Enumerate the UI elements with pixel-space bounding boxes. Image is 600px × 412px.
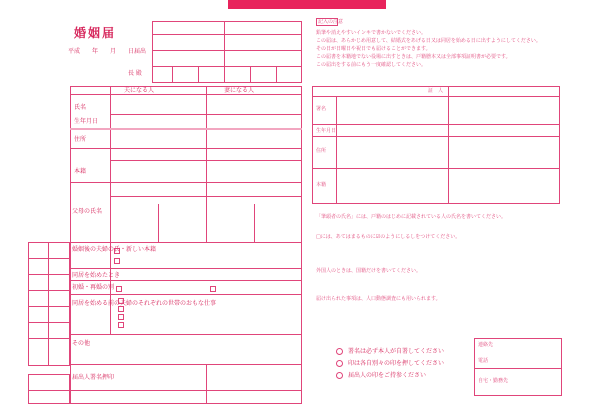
label-birth: 生年月日	[74, 118, 99, 125]
checklist-circle-1	[336, 348, 343, 355]
main-form-grid	[70, 86, 302, 404]
contact-phone: 電話	[478, 358, 489, 364]
mid-note-4: 届け出られた事項は、人口動態調査にも用いられます。	[316, 296, 441, 302]
label-parents: 父母の氏名	[72, 208, 103, 215]
office-stub-bottom	[28, 374, 70, 404]
contact-home-work: 自宅・勤務先	[478, 378, 509, 384]
top-accent-bar	[228, 0, 386, 9]
witness-box	[312, 86, 560, 204]
mid-note-3: 外国人のときは、国籍だけを書いてください。	[316, 268, 422, 274]
note-line-5: この届出をする前にもう一度確認してください。	[316, 62, 427, 68]
form-title: 婚姻届	[74, 26, 117, 40]
occupation-checkbox-1[interactable]	[118, 298, 124, 304]
label-signature: 届出人署名押印	[72, 374, 115, 381]
note-line-4: この届書を本籍地でない役場に出すときは、戸籍謄本又は全部事項証明書が必要です。	[316, 54, 511, 60]
witness-row-address: 住所	[316, 148, 327, 154]
filing-date-line: 平成 年 月 日届出	[68, 48, 147, 55]
mid-note-2: □には、あてはまるものに☑のようにしるしをつけてください。	[316, 234, 461, 240]
label-occupation: 同居を始める前の夫婦のそれぞれの世帯のおもな仕事	[72, 300, 217, 307]
husband-column-label: 夫になる人	[124, 87, 155, 94]
occupation-checkbox-2[interactable]	[118, 306, 124, 312]
occupation-checkbox-4[interactable]	[118, 322, 124, 328]
witness-row-domicile: 本籍	[316, 182, 327, 188]
label-other: その他	[72, 340, 91, 347]
checklist-item-2: 印は各自別々の印を押してください	[348, 360, 445, 367]
label-after-marriage: 婚姻後の夫婦の氏・新しい本籍	[72, 246, 157, 253]
witness-row-birth: 生年月日	[316, 128, 337, 134]
label-address: 住所	[74, 136, 87, 143]
husband-surname-checkbox[interactable]	[114, 248, 120, 254]
notes-header: 記入の注意	[318, 19, 344, 25]
office-use-box	[152, 21, 302, 83]
contact-label: 連絡先	[478, 342, 494, 348]
first-marriage-checkbox-wife[interactable]	[210, 286, 216, 292]
witness-row-signature: 署名	[316, 106, 327, 112]
recipient-line: 長 殿	[128, 70, 142, 77]
checklist-item-3: 届出人の印をご持参ください	[348, 372, 427, 379]
first-marriage-checkbox-husband[interactable]	[116, 286, 122, 292]
note-line-2: この届は、あらかじめ用意して、結婚式をあげる日又は同居を始める日に出すようにしてください。	[316, 38, 541, 44]
occupation-checkbox-3[interactable]	[118, 314, 124, 320]
marriage-form	[28, 18, 304, 404]
label-domicile: 本籍	[74, 168, 87, 175]
wife-column-label: 妻になる人	[224, 87, 255, 94]
label-name: 氏名	[74, 104, 87, 111]
instructions-panel	[306, 18, 574, 408]
note-line-3: その日が日曜日や祝日でも届けることができます。	[316, 46, 431, 52]
checklist-circle-2	[336, 360, 343, 367]
wife-surname-checkbox[interactable]	[114, 258, 120, 264]
checklist-circle-3	[336, 372, 343, 379]
note-line-1: 鉛筆や消えやすいインキで書かないでください。	[316, 30, 427, 36]
label-before-marriage: 初婚・再婚の別	[72, 284, 115, 291]
witness-header: 証 人	[428, 88, 444, 94]
office-stub	[28, 242, 70, 366]
checklist-item-1: 署名は必ず本人が自署してください	[348, 348, 445, 355]
mid-note-1: 「筆頭者の氏名」には、戸籍のはじめに記載されている人の氏名を書いてください。	[316, 214, 507, 220]
label-cohabitation: 同居を始めたとき	[72, 272, 121, 279]
